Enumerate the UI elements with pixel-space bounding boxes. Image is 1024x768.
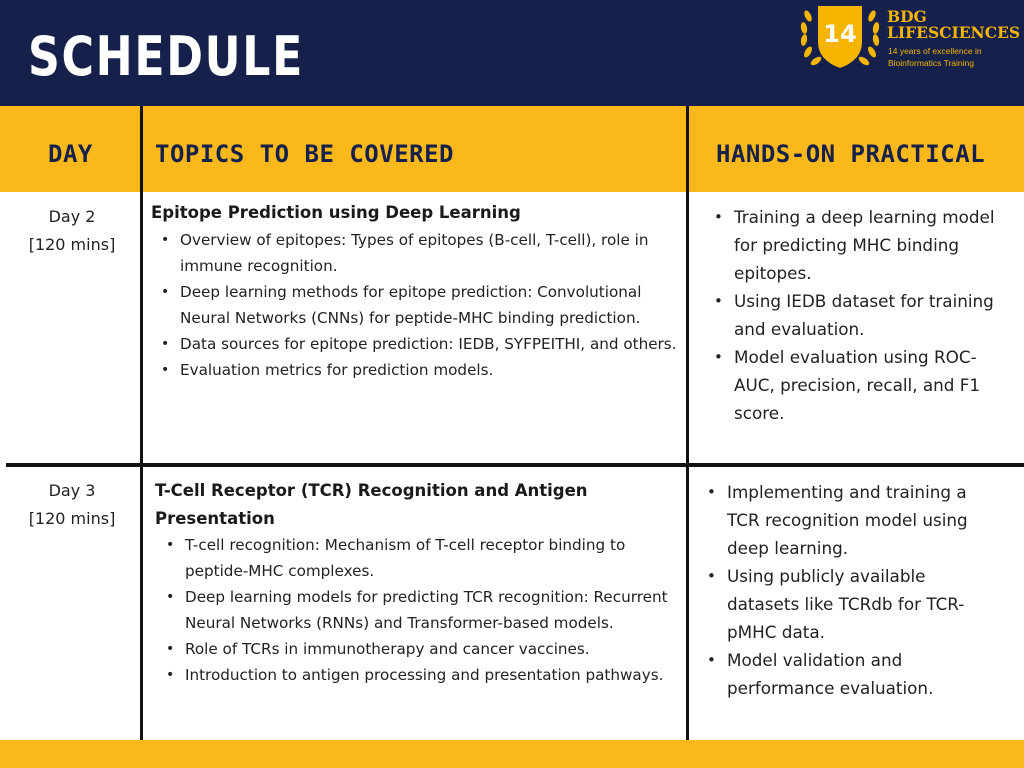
list-item: • Introduction to antigen processing and presentation pathways.	[156, 662, 684, 688]
brand-logo	[796, 2, 1021, 72]
list-item: • T-cell recognition: Mechanism of T-cell receptor binding to peptide-MHC complexes.	[156, 532, 684, 584]
column-divider	[140, 106, 143, 740]
logo-brand-name: BDG LIFESCIENCES	[887, 7, 1021, 42]
topic-list	[151, 227, 681, 383]
badge-number: 14	[823, 20, 857, 48]
list-item: • Evaluation metrics for prediction models.	[151, 357, 681, 383]
row-day-cell	[2, 203, 142, 259]
row-day-cell	[2, 477, 142, 533]
list-item: • Model evaluation using ROC-AUC, precision, recall, and F1 score.	[706, 343, 1006, 427]
column-header-practical: HANDS-ON PRACTICAL	[716, 140, 986, 168]
column-divider	[686, 106, 689, 740]
list-item: • Using IEDB dataset for training and evaluation.	[706, 287, 1006, 343]
list-item: • Using publicly available datasets like TCRdb for TCR-pMHC data.	[699, 562, 999, 646]
row-divider	[6, 463, 1024, 467]
topic-title: T-Cell Receptor (TCR) Recognition and Antigen Presentation	[155, 481, 588, 528]
list-item: • Training a deep learning model for predicting MHC binding epitopes.	[706, 203, 1006, 287]
topic-title: Epitope Prediction using Deep Learning	[151, 203, 521, 222]
list-item: • Deep learning methods for epitope prediction: Convolutional Neural Networks (CNNs) for peptide-MHC binding prediction.	[151, 279, 681, 331]
footer-band	[0, 740, 1024, 768]
topic-list	[156, 532, 684, 688]
list-item: • Deep learning models for predicting TCR recognition: Recurrent Neural Networks (RNNs) and Transformer-based models.	[156, 584, 684, 636]
column-header-topics: TOPICS TO BE COVERED	[155, 140, 454, 168]
laurel-badge-icon	[796, 2, 886, 72]
day-label: Day 2	[48, 207, 96, 226]
duration-label: [120 mins]	[28, 509, 116, 528]
list-item: • Role of TCRs in immunotherapy and cancer vaccines.	[156, 636, 684, 662]
list-item: • Data sources for epitope prediction: IEDB, SYFPEITHI, and others.	[151, 331, 681, 357]
logo-tagline: 14 years of excellence in Bioinformatics Training	[888, 46, 982, 68]
page-title: SCHEDULE	[28, 25, 304, 88]
practical-list	[699, 478, 999, 702]
practical-list	[706, 203, 1006, 427]
column-header-day: DAY	[48, 140, 93, 168]
list-item: • Overview of epitopes: Types of epitopes (B-cell, T-cell), role in immune recognition.	[151, 227, 681, 279]
list-item: • Implementing and training a TCR recognition model using deep learning.	[699, 478, 999, 562]
day-label: Day 3	[48, 481, 96, 500]
list-item: • Model validation and performance evaluation.	[699, 646, 999, 702]
duration-label: [120 mins]	[28, 235, 116, 254]
